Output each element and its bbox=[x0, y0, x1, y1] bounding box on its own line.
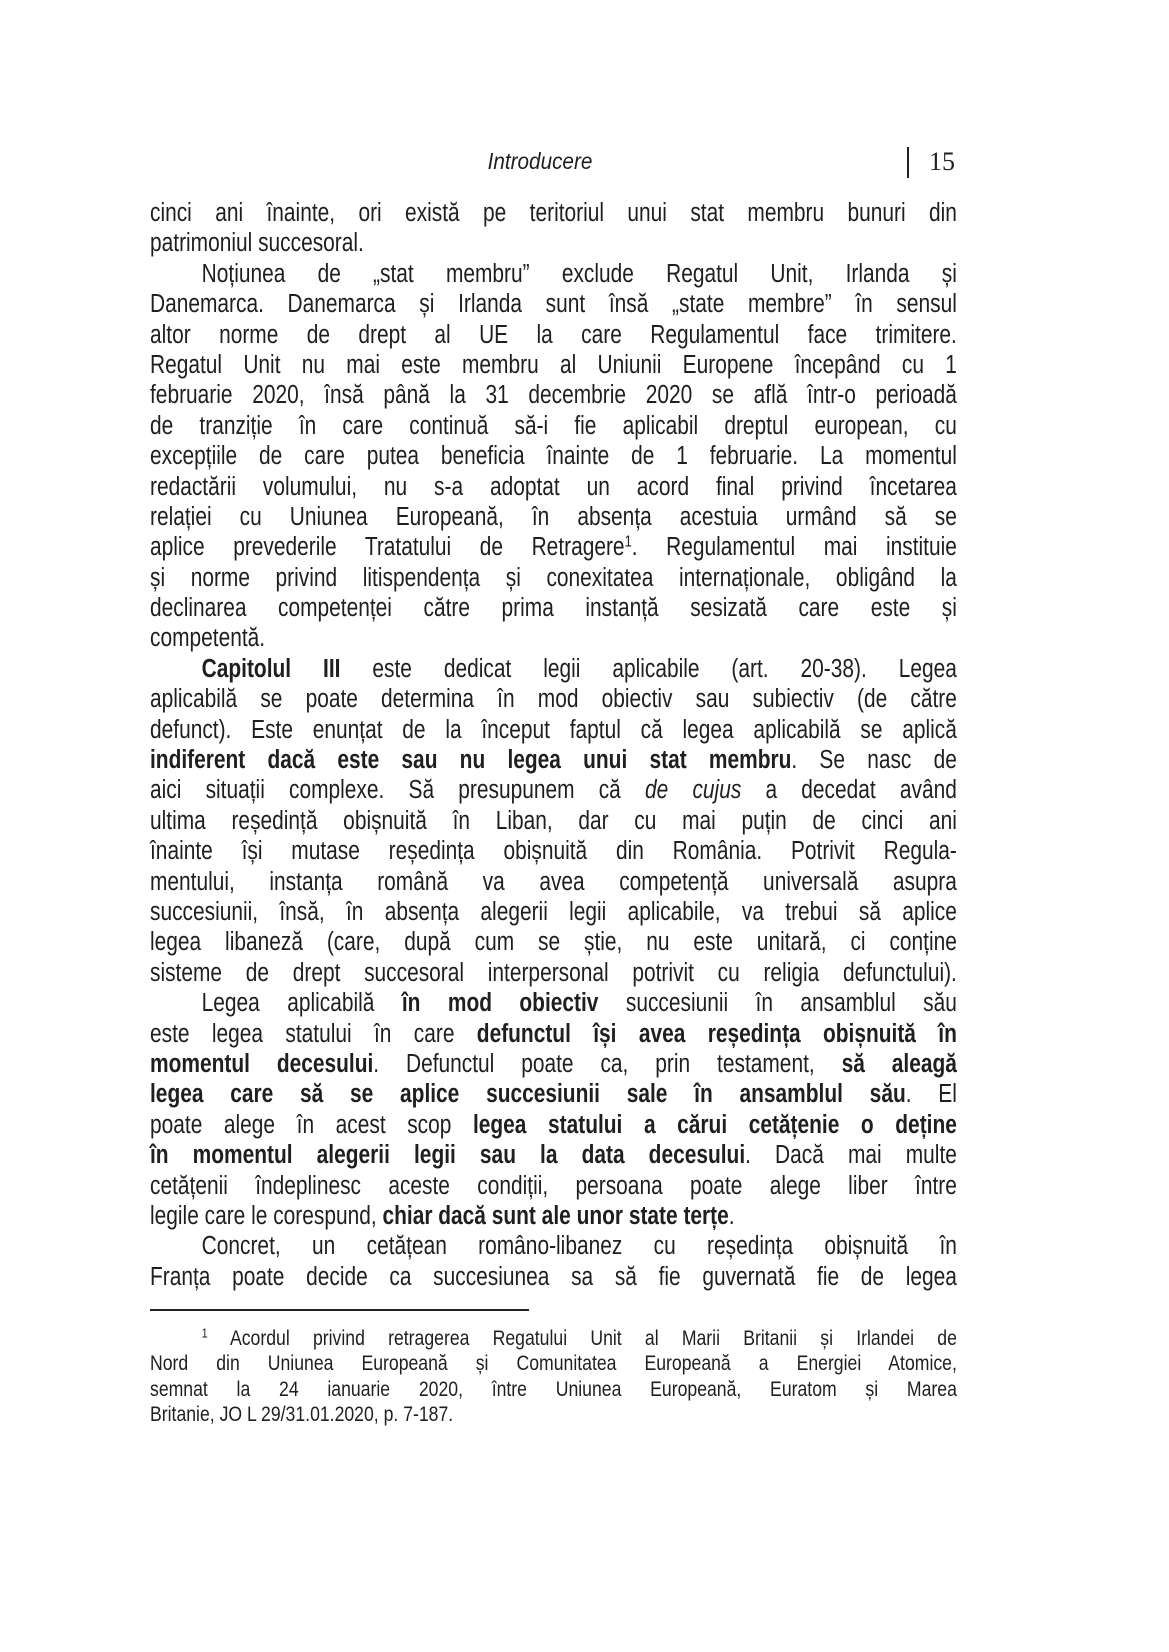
text-segment: declinarea competenței către prima instanță sesizată care este și bbox=[150, 594, 957, 623]
text-segment: februarie 2020, însă până la 31 decembrie 2020 se află într-o perioadă bbox=[150, 381, 957, 410]
text-segment: succesiunii, însă, în absența alegerii legii aplicabile, va trebui să aplice bbox=[150, 897, 957, 926]
bold-text: legea statului a cărui cetățenie o deține bbox=[472, 1110, 957, 1139]
text-segment: mentului, instanța română va avea competență universală asupra bbox=[150, 867, 957, 896]
text-segment: . Regulamentul mai instituie bbox=[631, 533, 957, 562]
text-segment: . El bbox=[905, 1080, 957, 1109]
text-line bbox=[150, 502, 957, 532]
text-line bbox=[150, 1171, 957, 1201]
text-segment: de tranziție în care continuă să-i fie aplicabil dreptul european, cu bbox=[150, 411, 957, 440]
bold-text: în mod obiectiv bbox=[401, 989, 599, 1018]
text-segment: Britanie, JO L 29/31.01.2020, p. 7-187. bbox=[150, 1402, 454, 1427]
text-line bbox=[150, 1231, 957, 1261]
text-line bbox=[150, 1110, 957, 1140]
text-line bbox=[150, 623, 957, 653]
text-line bbox=[150, 988, 957, 1018]
bold-text: indiferent dacă este sau nu legea unui stat membru bbox=[150, 746, 792, 775]
bold-text: defunctul își avea reședința obișnuită în bbox=[476, 1019, 957, 1048]
text-line bbox=[150, 958, 957, 988]
text-line bbox=[150, 472, 957, 502]
text-line bbox=[150, 289, 957, 319]
text-segment: este legea statului în care bbox=[150, 1019, 477, 1048]
text-line bbox=[150, 441, 957, 471]
text-line bbox=[150, 259, 957, 289]
bold-text: în momentul alegerii legii sau la data decesului bbox=[150, 1141, 746, 1170]
footnote-marker: 1 bbox=[201, 1325, 208, 1341]
text-line bbox=[150, 320, 957, 350]
text-segment: Danemarca. Danemarca și Irlanda sunt însă „state membre” în sensul bbox=[150, 290, 957, 319]
text-segment: și norme privind litispendența și conexitatea internaționale, obligând la bbox=[150, 563, 957, 592]
text-segment: este dedicat legii aplicabile (art. 20-38). Legea bbox=[340, 654, 957, 683]
text-line bbox=[150, 228, 957, 258]
text-segment: relației cu Uniunea Europeană, în absența acestuia urmând să se bbox=[150, 502, 957, 531]
text-segment: . Dacă mai multe bbox=[745, 1141, 957, 1170]
text-segment: . Se nasc de bbox=[791, 746, 957, 775]
text-line bbox=[150, 563, 957, 593]
text-segment: Noțiunea de „stat membru” exclude Regatul Unit, Irlanda și bbox=[201, 259, 957, 288]
footnote-line bbox=[150, 1402, 957, 1427]
text-segment: Concret, un cetățean româno-libanez cu reședința obișnuită în bbox=[201, 1232, 957, 1261]
text-segment: Nord din Uniunea Europeană și Comunitatea Europeană a Energiei Atomice, bbox=[150, 1351, 957, 1376]
text-segment: Regatul Unit nu mai este membru al Uniunii Europene începând cu 1 bbox=[150, 350, 957, 379]
footnote bbox=[150, 1326, 957, 1428]
footnote-marker: 1 bbox=[624, 533, 632, 551]
text-segment: cetățenii îndeplinesc aceste condiții, persoana poate alege liber între bbox=[150, 1171, 957, 1200]
text-line bbox=[150, 593, 957, 623]
text-segment: redactării volumului, nu s-a adoptat un acord final privind încetarea bbox=[150, 472, 957, 501]
text-segment: competentă. bbox=[150, 624, 266, 653]
text-segment: Acordul privind retragerea Regatului Unit al Marii Britanii și Irlandei de bbox=[207, 1326, 957, 1350]
text-segment: sisteme de drept succesoral interpersonal potrivit cu religia defunctului). bbox=[150, 958, 957, 987]
text-line bbox=[150, 1262, 957, 1292]
footnote-line bbox=[150, 1377, 957, 1402]
text-segment: altor norme de drept al UE la care Regulamentul face trimitere. bbox=[150, 320, 957, 349]
text-line bbox=[150, 380, 957, 410]
header-divider bbox=[907, 147, 909, 178]
text-segment: patrimoniul succesoral. bbox=[150, 229, 364, 258]
text-segment: semnat la 24 ianuarie 2020, între Uniunea Europeană, Euratom și Marea bbox=[150, 1376, 957, 1401]
bold-text: legea care să se aplice succesiunii sale în ansamblul său bbox=[150, 1080, 906, 1109]
text-line bbox=[150, 1201, 957, 1231]
text-line bbox=[150, 745, 957, 775]
footnote-separator bbox=[150, 1309, 529, 1311]
text-segment: legile care le corespund, bbox=[150, 1201, 383, 1230]
text-line bbox=[150, 532, 957, 562]
page-number: 15 bbox=[929, 147, 955, 176]
text-line bbox=[150, 897, 957, 927]
text-line bbox=[150, 350, 957, 380]
text-line bbox=[150, 1049, 957, 1079]
text-line bbox=[150, 867, 957, 897]
footnote-line bbox=[150, 1351, 957, 1376]
text-segment: cinci ani înainte, ori există pe teritoriul unui stat membru bunuri din bbox=[150, 199, 957, 227]
bold-text: Capitolul III bbox=[201, 654, 341, 683]
text-segment: Franța poate decide ca succesiunea sa să fie guvernată fie de legea bbox=[150, 1262, 957, 1291]
text-segment: înainte își mutase reședința obișnuită din România. Potrivit Regula- bbox=[150, 837, 957, 866]
italic-text: de cujus bbox=[645, 776, 742, 805]
text-segment: a decedat având bbox=[741, 776, 957, 805]
text-line bbox=[150, 654, 957, 684]
text-segment: excepțiile de care putea beneficia înainte de 1 februarie. La momentul bbox=[150, 442, 957, 471]
text-line bbox=[150, 411, 957, 441]
text-line bbox=[150, 715, 957, 745]
text-segment: poate alege în acest scop bbox=[150, 1110, 473, 1139]
text-line bbox=[150, 927, 957, 957]
text-segment: aplice prevederile Tratatului de Retragere bbox=[150, 533, 625, 562]
body-text bbox=[150, 198, 957, 1292]
text-segment: aplicabilă se poate determina în mod obiectiv sau subiectiv (de către bbox=[150, 685, 957, 714]
text-segment: . bbox=[728, 1201, 735, 1230]
text-line bbox=[150, 775, 957, 805]
bold-text: să aleagă bbox=[841, 1049, 957, 1078]
running-header-title: Introducere bbox=[487, 148, 593, 174]
text-segment: ultima reședință obișnuită în Liban, dar cu mai puțin de cinci ani bbox=[150, 806, 957, 835]
text-line bbox=[150, 1140, 957, 1170]
text-line bbox=[150, 684, 957, 714]
text-segment: aici situații complexe. Să presupunem că bbox=[150, 776, 646, 805]
text-line bbox=[150, 198, 957, 228]
text-segment: Legea aplicabilă bbox=[201, 989, 402, 1018]
bold-text: chiar dacă sunt ale unor state terțe bbox=[382, 1201, 729, 1230]
text-line bbox=[150, 1079, 957, 1109]
text-line bbox=[150, 1019, 957, 1049]
text-line bbox=[150, 836, 957, 866]
text-segment: defunct). Este enunțat de la început faptul că legea aplicabilă se aplică bbox=[150, 715, 957, 744]
text-segment: legea libaneză (care, după cum se știe, nu este unitară, ci conține bbox=[150, 928, 957, 957]
text-line bbox=[150, 806, 957, 836]
footnote-line bbox=[150, 1326, 957, 1351]
text-segment: . Defunctul poate ca, prin testament, bbox=[373, 1049, 842, 1078]
bold-text: momentul decesului bbox=[150, 1049, 374, 1078]
text-segment: succesiunii în ansamblul său bbox=[598, 989, 957, 1018]
